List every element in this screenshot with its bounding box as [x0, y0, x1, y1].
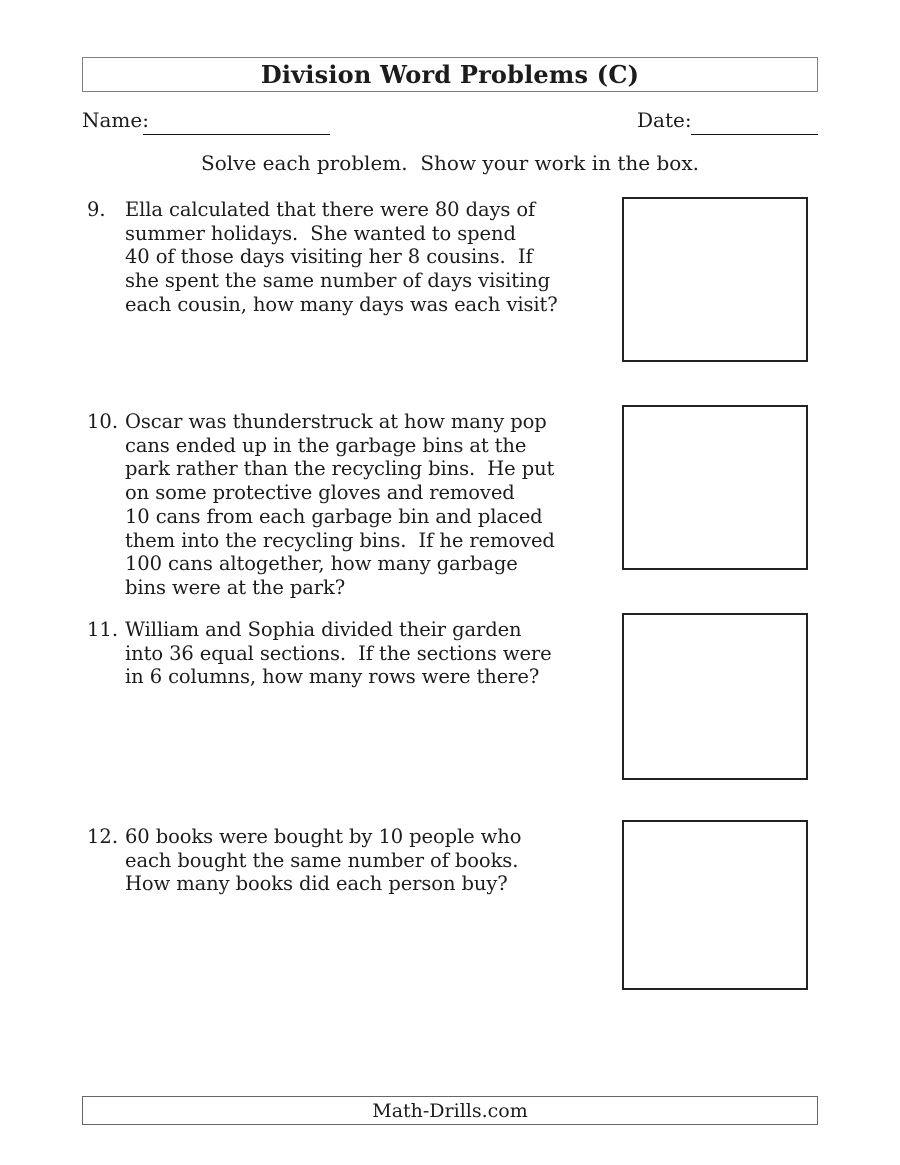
page-title: Division Word Problems (C) — [260, 60, 640, 89]
problem-text-line: cans ended up in the garbage bins at the — [125, 433, 527, 457]
problem-text-line: 60 books were bought by 10 people who — [125, 825, 522, 848]
problem-9 — [87, 198, 558, 317]
footer-box — [82, 1096, 818, 1125]
problem-text-line: them into the recycling bins. If he removed — [125, 528, 555, 552]
problem-11 — [87, 618, 552, 689]
work-box-12[interactable] — [622, 820, 808, 990]
problem-text-line: Oscar was thunderstruck at how many pop — [125, 410, 547, 433]
problem-text-line: on some protective gloves and removed — [125, 481, 515, 505]
problem-text — [125, 825, 521, 896]
problem-text-line: each bought the same number of books. — [125, 848, 519, 872]
work-box-10[interactable] — [622, 405, 808, 570]
problem-number: 10. — [87, 410, 119, 433]
name-input-line[interactable] — [143, 134, 330, 135]
problem-number: 11. — [87, 618, 119, 641]
problem-text-line: How many books did each person buy? — [125, 872, 508, 896]
problem-text-line: 100 cans altogether, how many garbage — [125, 552, 518, 576]
problem-text-line: summer holidays. She wanted to spend — [125, 221, 516, 245]
problem-text-line: park rather than the recycling bins. He put — [125, 457, 555, 481]
problem-text-line: she spent the same number of days visiting — [125, 269, 550, 293]
problem-text — [125, 618, 552, 689]
problem-number: 9. — [87, 198, 106, 221]
date-input-line[interactable] — [691, 134, 818, 135]
problem-text-line: in 6 columns, how many rows were there? — [125, 665, 540, 689]
instructions: Solve each problem. Show your work in the box. — [201, 151, 699, 175]
problem-text-line: 40 of those days visiting her 8 cousins. If — [125, 245, 533, 269]
title-box — [82, 57, 818, 92]
problem-12 — [87, 825, 521, 896]
problem-text — [125, 410, 555, 600]
name-label: Name: — [82, 108, 149, 132]
problem-10 — [87, 410, 555, 600]
footer-text: Math-Drills.com — [372, 1099, 528, 1122]
problem-text-line: 10 cans from each garbage bin and placed — [125, 504, 543, 528]
problem-number: 12. — [87, 825, 119, 848]
problem-text-line: Ella calculated that there were 80 days of — [125, 198, 536, 221]
problem-text-line: William and Sophia divided their garden — [125, 618, 522, 641]
problem-text — [125, 198, 558, 317]
problem-text-line: into 36 equal sections. If the sections were — [125, 641, 552, 665]
problem-text-line: bins were at the park? — [125, 575, 346, 599]
work-box-11[interactable] — [622, 613, 808, 780]
problem-text-line: each cousin, how many days was each visit? — [125, 292, 558, 316]
date-label: Date: — [637, 108, 692, 132]
work-box-9[interactable] — [622, 197, 808, 362]
